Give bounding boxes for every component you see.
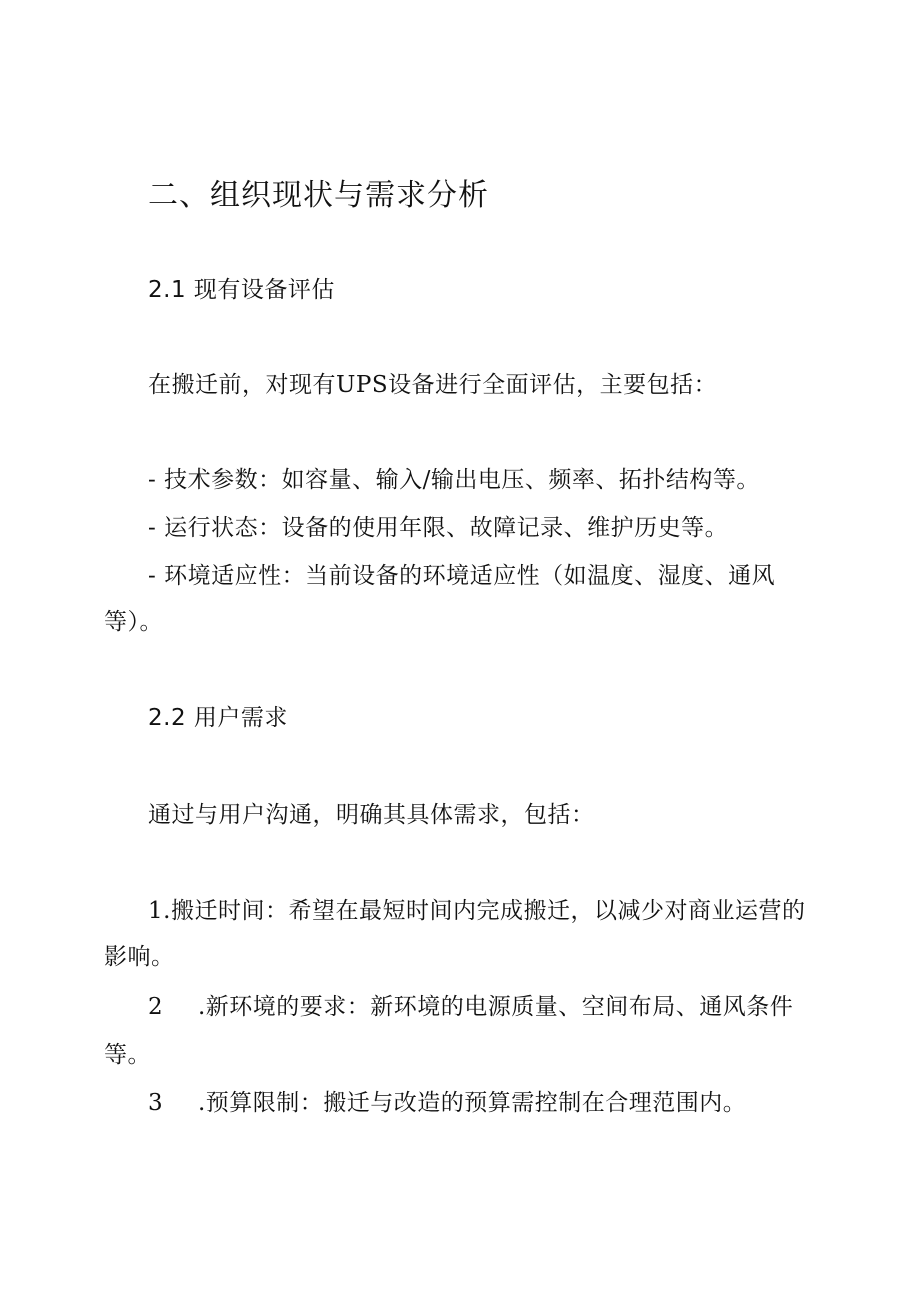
list-item-continuation: 影响。 (104, 944, 175, 970)
list-item-number: 1 (148, 898, 164, 924)
subsection-title-2-2: 2.2 用户需求 (148, 705, 288, 731)
bullet-operating-status: - 运行状态：设备的使用年限、故障记录、维护历史等。 (148, 515, 729, 541)
list-item-number: 2 (148, 994, 164, 1020)
list-item-continuation: 等。 (104, 1042, 151, 1068)
list-item-budget (148, 1088, 746, 1118)
list-item-number: 3 (148, 1090, 164, 1116)
paragraph-equipment-intro: 在搬迁前，对现有UPS设备进行全面评估，主要包括： (148, 372, 718, 398)
list-item-relocation-time (148, 896, 805, 926)
list-item-new-environment (148, 992, 793, 1022)
list-item-text: .预算限制：搬迁与改造的预算需控制在合理范围内。 (198, 1090, 747, 1116)
list-item-text: .搬迁时间：希望在最短时间内完成搬迁，以减少对商业运营的 (163, 898, 806, 924)
section-title: 二、组织现状与需求分析 (148, 178, 489, 213)
bullet-technical-params: - 技术参数：如容量、输入/输出电压、频率、拓扑结构等。 (148, 467, 760, 493)
subsection-title-2-1: 2.1 现有设备评估 (148, 277, 335, 303)
bullet-environment-continuation: 等）。 (104, 609, 163, 635)
list-item-text: .新环境的要求：新环境的电源质量、空间布局、通风条件 (198, 994, 794, 1020)
bullet-environment-adaptability: - 环境适应性：当前设备的环境适应性（如温度、湿度、通风 (148, 563, 776, 589)
paragraph-user-needs-intro: 通过与用户沟通，明确其具体需求，包括： (148, 802, 595, 828)
